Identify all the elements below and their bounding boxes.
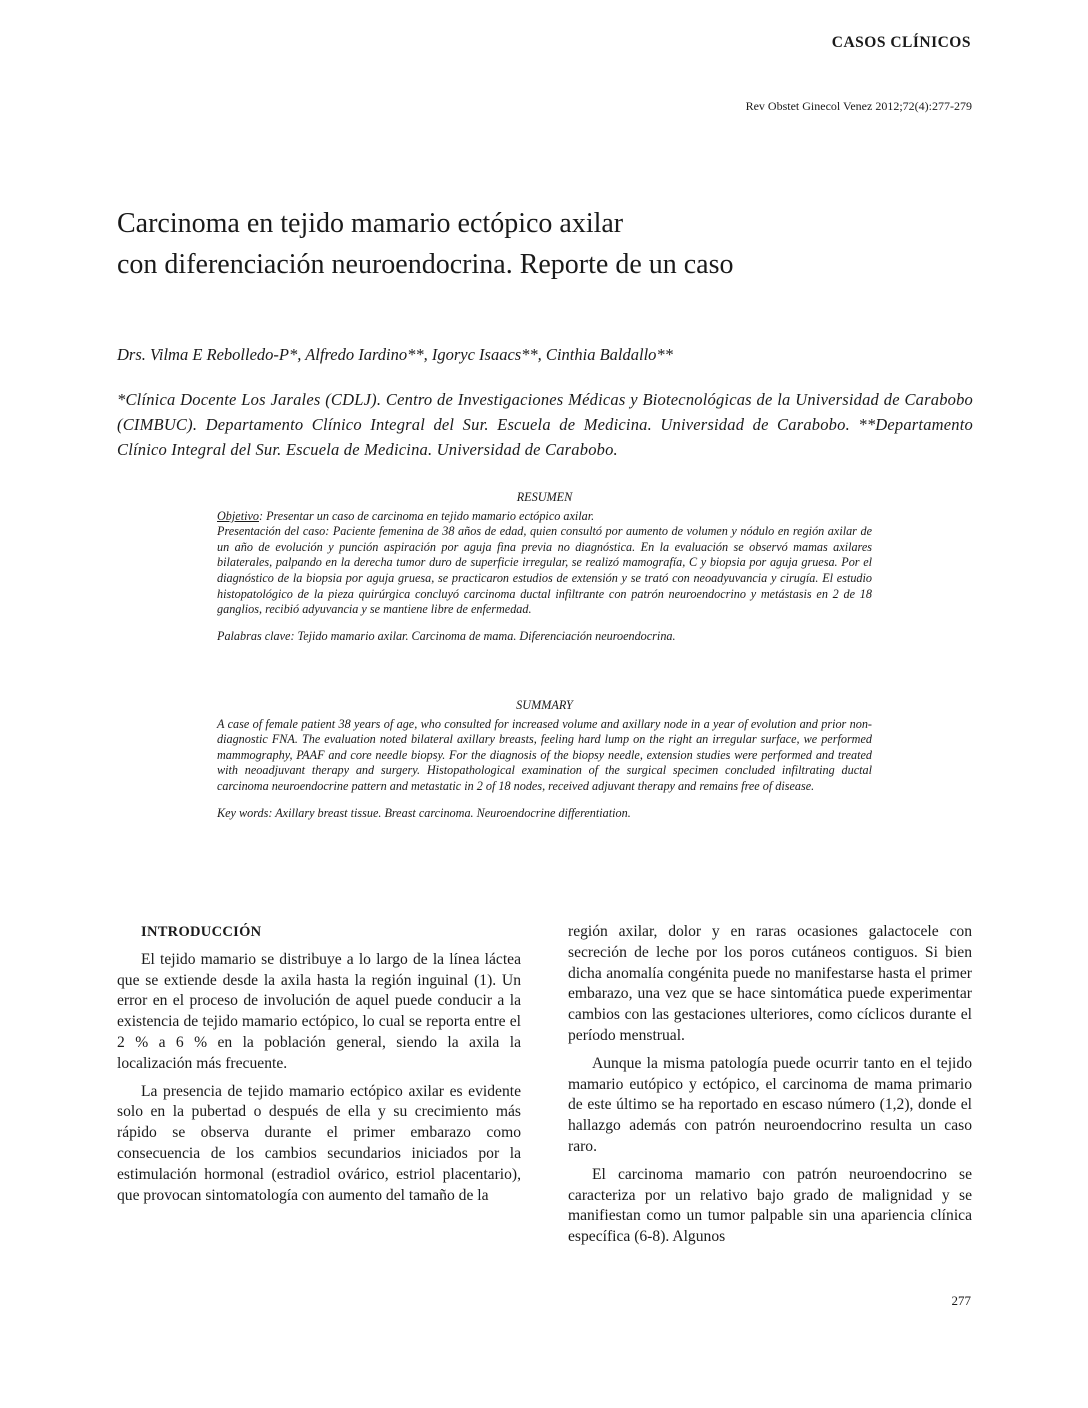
objective-label: Objetivo xyxy=(217,508,259,523)
summary-block xyxy=(217,698,872,821)
body-column-left xyxy=(117,922,521,1206)
section-label: CASOS CLÍNICOS xyxy=(831,34,971,51)
journal-citation: Rev Obstet Ginecol Venez 2012;72(4):277-279 xyxy=(745,99,972,113)
summary-keywords: Key words: Axillary breast tissue. Breast carcinoma. Neuroendocrine differentiation. xyxy=(217,805,631,820)
body-paragraph: El tejido mamario se distribuye a lo largo de la línea láctea que se extiende desde la axila hasta la región inguinal (1). Un error en el proceso de involución de aquel puede conducir a la existencia de tejido mamario ectópico, lo cual se reporta entre el 2 % a 6 % en la población general, siendo la axila la localización más frecuente. xyxy=(117,950,521,1072)
body-paragraph: región axilar, dolor y en raras ocasiones galactocele con secreción de leche por los poros cutáneos contiguos. Si bien dicha anomalía congénita puede no manifestarse hasta el primer embarazo, una vez que se hace sintomática puede experimentar cambios con las gestaciones ulteriores, como cíclicos durante el período menstrual. xyxy=(568,923,972,1044)
summary-heading: SUMMARY xyxy=(516,698,573,712)
title-line-1: Carcinoma en tejido mamario ectópico axilar xyxy=(117,208,624,239)
title-line-2: con diferenciación neuroendocrina. Reporte de un caso xyxy=(117,249,734,280)
page-number: 277 xyxy=(951,1293,971,1308)
body-paragraph: El carcinoma mamario con patrón neuroendocrino se caracteriza por un relativo bajo grado de malignidad y se manifiestan como un tumor palpable sin una apariencia clínica específica (6-8). Algunos xyxy=(568,1165,972,1246)
resumen-block xyxy=(217,490,872,644)
resumen-keywords: Palabras clave: Tejido mamario axilar. Carcinoma de mama. Diferenciación neuroendocrina. xyxy=(217,628,676,643)
body-paragraph: Aunque la misma patología puede ocurrir tanto en el tejido mamario eutópico y ectópico, el carcinoma de mama primario de este último se ha reportado en escaso número (1,2), donde el hallazgo además con patrón neuroendocrino resulta un caso raro. xyxy=(568,1054,972,1155)
resumen-heading: RESUMEN xyxy=(516,490,573,504)
resumen-objective xyxy=(217,509,872,525)
article-title xyxy=(117,203,977,285)
body-paragraph: La presencia de tejido mamario ectópico axilar es evidente solo en la pubertad o después de ella y su crecimiento más rápido se observa durante el primer embarazo como consecuencia de los cambios secundarios iniciados por la estimulación hormonal (estradiol ovárico, estriol placentario), que provocan sintomatología con aumento del tamaño de la xyxy=(117,1082,521,1204)
author-list: Drs. Vilma E Rebolledo-P*, Alfredo Iardino**, Igoryc Isaacs**, Cinthia Baldallo** xyxy=(117,345,673,364)
body-column-right xyxy=(568,922,972,1248)
summary-body: A case of female patient 38 years of age, who consulted for increased volume and axillary node in a year of evolution and prior non-diagnostic FNA. The evaluation noted bilateral axillary breasts, feeling hard lump on the right an irregular surface, we performed mammography, PAAF and core needle biopsy. For the diagnosis of the biopsy needle, extension studies were performed and treated with neoadjuvant therapy and surgery. Histopathological examination of the surgical specimen concluded infiltrating ductal carcinoma neuroendocrine pattern and metastatic in 2 of 18 nodes, received adjuvant therapy and remains free of disease. xyxy=(217,716,872,793)
affiliation-text: *Clínica Docente Los Jarales (CDLJ). Centro de Investigaciones Médicas y Biotecnológicas de la Universidad de Carabobo (CIMBUC). Departamento Clínico Integral del Sur. Escuela de Medicina. Universidad de Carabobo. **Departamento Clínico Integral del Sur. Escuela de Medicina. Universidad de Carabobo. xyxy=(117,390,973,459)
resumen-body: Presentación del caso: Paciente femenina de 38 años de edad, quien consultó por aumento de volumen y nódulo en región axilar de un año de evolución y punción aspiración por aguja fina previa no diagnóstica. En la evaluación se observó mamas axilares bilaterales, palpando en la derecha tumor duro de superficie irregular, se realizó mamografía, C y biopsia por aguja gruesa. Por el diagnóstico de la biopsia por aguja gruesa, se practicaron estudios de extensión y se trató con neoadyuvancia y cirugía. El estudio histopatológico de la pieza quirúrgica concluyó carcinoma ductal infiltrante con patrón neuroendocrino y metástasis en 2 de 18 ganglios, recibió adyuvancia y se mantiene libre de enfermedad. xyxy=(217,524,872,617)
intro-heading: INTRODUCCIÓN xyxy=(141,924,262,940)
objective-text: : Presentar un caso de carcinoma en tejido mamario ectópico axilar. xyxy=(258,508,595,523)
